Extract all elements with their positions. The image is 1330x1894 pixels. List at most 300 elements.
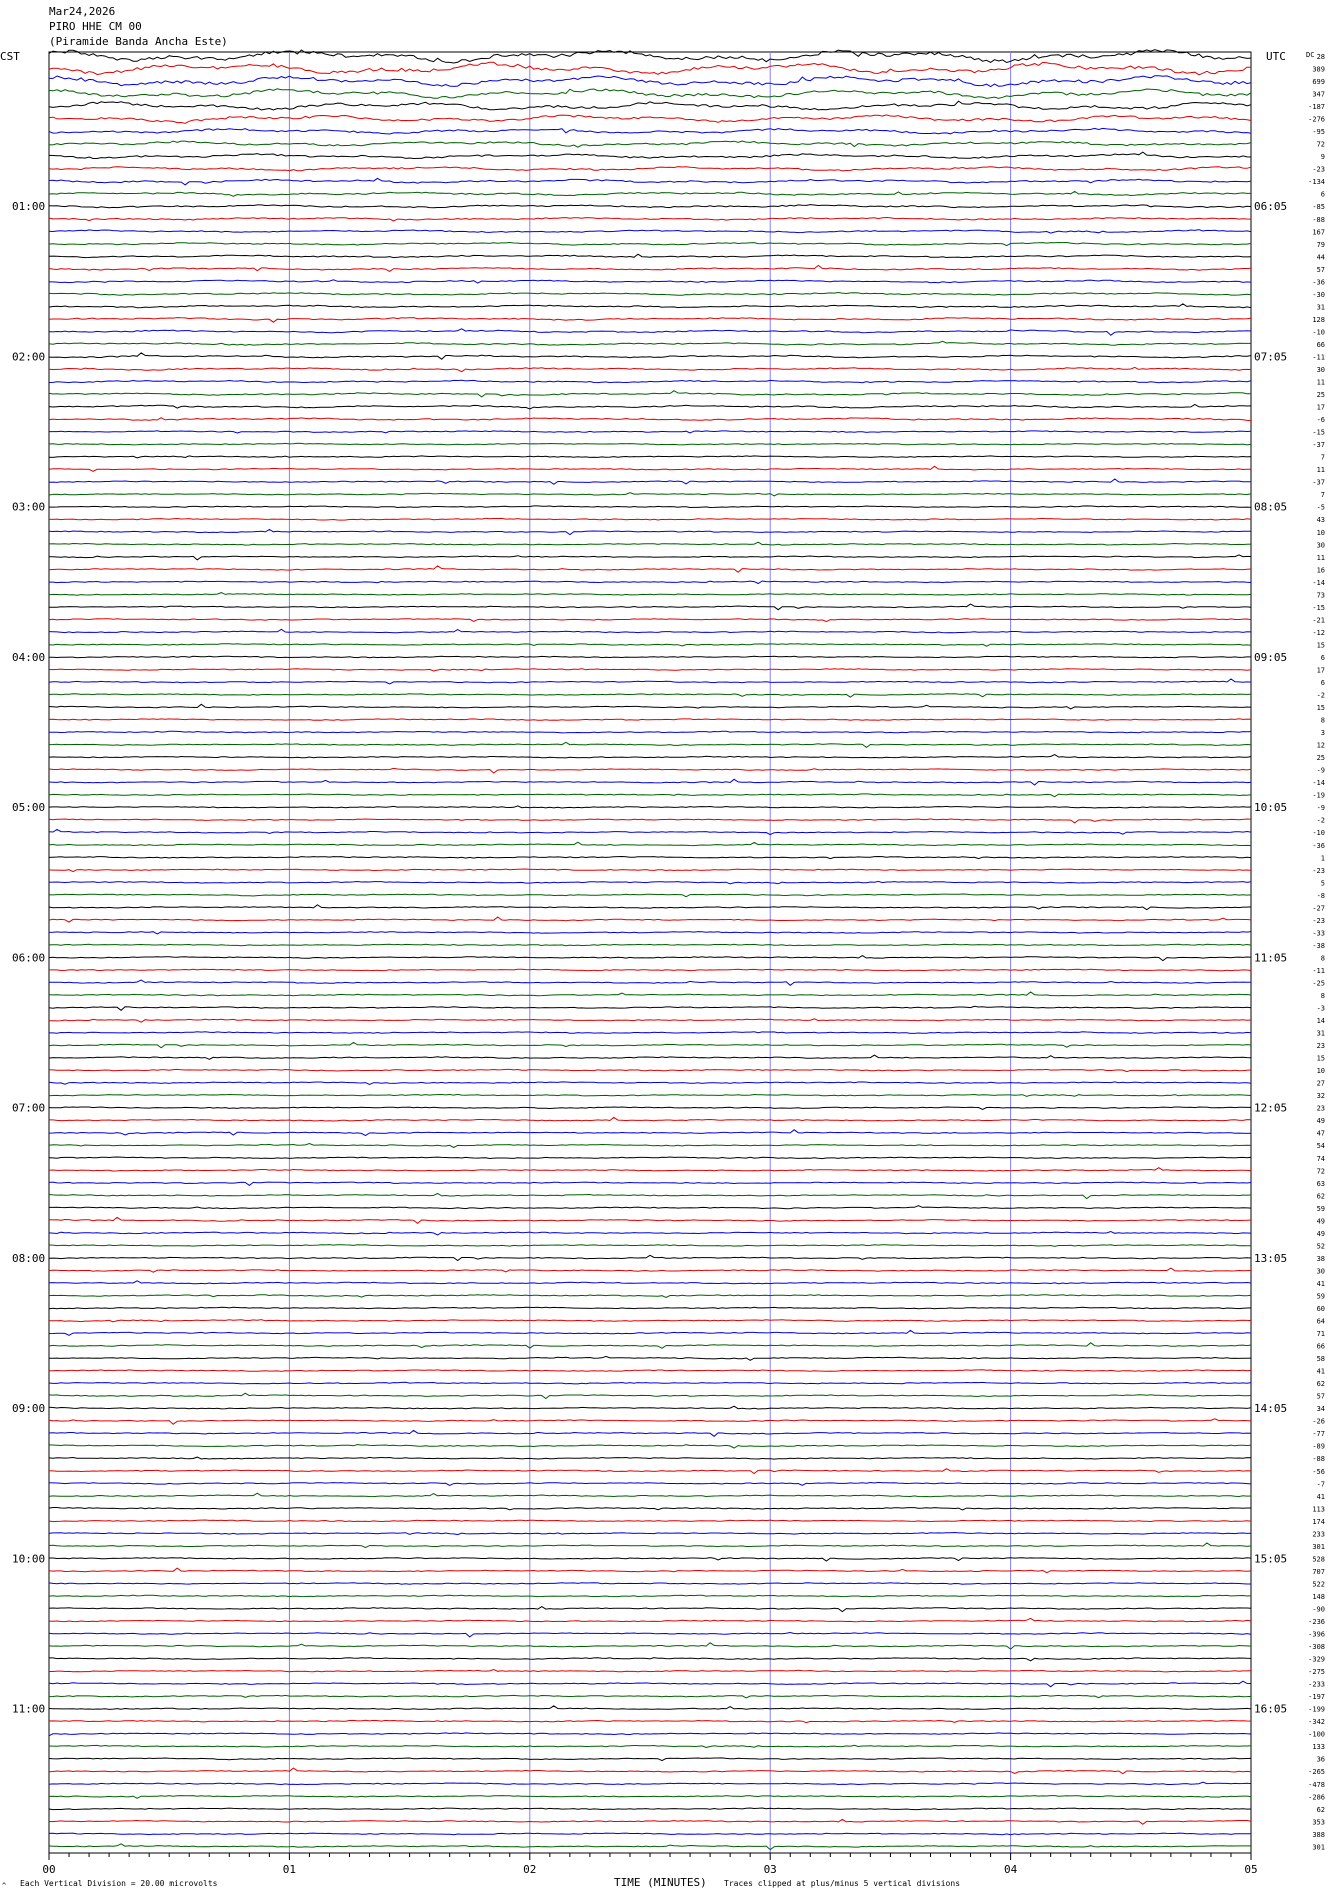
record-date: Mar24,2026 bbox=[49, 5, 116, 18]
trace-row bbox=[49, 555, 1251, 560]
plot-frame bbox=[49, 52, 1251, 1853]
trace-row bbox=[49, 141, 1251, 147]
trace-row bbox=[49, 1670, 1251, 1672]
trace-row bbox=[49, 819, 1251, 823]
dc-offset-value: -90 bbox=[1312, 1605, 1325, 1614]
hour-label-left: 04:00 bbox=[12, 650, 46, 664]
dc-offset-value: -197 bbox=[1308, 1693, 1325, 1702]
trace-row bbox=[49, 1117, 1251, 1121]
trace-row bbox=[49, 956, 1251, 961]
trace-row bbox=[49, 731, 1251, 733]
trace-row bbox=[49, 1194, 1251, 1199]
trace-row bbox=[49, 1568, 1251, 1573]
hour-label-left: 07:00 bbox=[12, 1101, 46, 1115]
dc-offset-value: 62 bbox=[1316, 1380, 1325, 1389]
dc-offset-value: 17 bbox=[1316, 666, 1325, 675]
trace-row bbox=[49, 969, 1251, 971]
dc-offset-value: 49 bbox=[1316, 1217, 1325, 1226]
trace-row bbox=[49, 1182, 1251, 1185]
dc-offset-value: 522 bbox=[1312, 1580, 1325, 1589]
trace-row bbox=[49, 243, 1251, 246]
dc-offset-value: 41 bbox=[1316, 1279, 1325, 1288]
dc-offset-value: -396 bbox=[1308, 1630, 1325, 1639]
dc-offset-value: -187 bbox=[1308, 103, 1325, 112]
trace-row bbox=[49, 1457, 1251, 1459]
trace-row bbox=[49, 1343, 1251, 1349]
trace-row bbox=[49, 1356, 1251, 1360]
trace-row bbox=[49, 1168, 1251, 1171]
dc-offset-value: -2 bbox=[1316, 691, 1325, 700]
trace-row bbox=[49, 89, 1251, 99]
trace-row bbox=[49, 593, 1251, 596]
dc-offset-value: 57 bbox=[1316, 265, 1325, 274]
dc-offset-value: 8 bbox=[1320, 716, 1325, 725]
dc-offset-value: -95 bbox=[1312, 128, 1325, 137]
dc-offset-value: -37 bbox=[1312, 441, 1325, 450]
trace-row bbox=[49, 842, 1251, 845]
dc-offset-value: 54 bbox=[1316, 1142, 1325, 1151]
dc-offset-value: -23 bbox=[1312, 866, 1325, 875]
dc-offset-value: 7 bbox=[1320, 453, 1325, 462]
trace-row bbox=[49, 779, 1251, 785]
trace-row bbox=[49, 254, 1251, 257]
trace-row bbox=[49, 1043, 1251, 1048]
trace-row bbox=[49, 980, 1251, 985]
dc-offset-value: 6 bbox=[1320, 679, 1325, 687]
timezone-left-label: CST bbox=[0, 50, 20, 63]
trace-row bbox=[49, 806, 1251, 808]
dc-offset-value: -14 bbox=[1312, 779, 1325, 788]
hour-label-left: 06:00 bbox=[12, 951, 46, 965]
dc-offset-value: 11 bbox=[1316, 378, 1325, 387]
trace-row bbox=[49, 76, 1251, 87]
dc-offset-value: 49 bbox=[1316, 1229, 1325, 1238]
trace-row bbox=[49, 529, 1251, 534]
trace-row bbox=[49, 1107, 1251, 1110]
trace-row bbox=[49, 1094, 1251, 1096]
trace-row bbox=[49, 329, 1251, 335]
hour-label-left: 03:00 bbox=[12, 500, 46, 514]
trace-row bbox=[49, 704, 1251, 709]
trace-row bbox=[49, 404, 1251, 409]
dc-offset-header: DC bbox=[1306, 51, 1315, 59]
trace-row bbox=[49, 905, 1251, 910]
trace-row bbox=[49, 719, 1251, 721]
hour-label-right: 08:05 bbox=[1254, 500, 1288, 514]
dc-offset-value: 34 bbox=[1316, 1405, 1325, 1414]
dc-offset-value: 71 bbox=[1316, 1330, 1325, 1339]
dc-offset-value: 72 bbox=[1316, 140, 1325, 149]
trace-row bbox=[49, 755, 1251, 758]
hour-label-left: 09:00 bbox=[12, 1402, 46, 1416]
trace-row bbox=[49, 304, 1251, 308]
trace-row bbox=[49, 1782, 1251, 1784]
dc-offset-value: 25 bbox=[1316, 754, 1325, 763]
trace-row bbox=[49, 218, 1251, 222]
trace-row bbox=[49, 869, 1251, 872]
trace-row bbox=[49, 1430, 1251, 1436]
trace-row bbox=[49, 341, 1251, 345]
trace-row bbox=[49, 1745, 1251, 1747]
dc-offset-value: -23 bbox=[1312, 165, 1325, 174]
dc-offset-value: 167 bbox=[1312, 228, 1325, 237]
trace-row bbox=[49, 1019, 1251, 1022]
trace-row bbox=[49, 1245, 1251, 1247]
trace-row bbox=[49, 493, 1251, 496]
dc-offset-value: -15 bbox=[1312, 603, 1325, 612]
trace-row bbox=[49, 1681, 1251, 1687]
trace-row bbox=[49, 1520, 1251, 1522]
dc-offset-value: -88 bbox=[1312, 1455, 1325, 1464]
trace-row bbox=[49, 604, 1251, 610]
dc-offset-value: 6 bbox=[1320, 190, 1325, 199]
trace-row bbox=[49, 380, 1251, 383]
trace-row bbox=[49, 1493, 1251, 1497]
trace-row bbox=[49, 1382, 1251, 1384]
trace-row bbox=[49, 1006, 1251, 1010]
dc-offset-value: -36 bbox=[1312, 841, 1325, 850]
dc-offset-value: 73 bbox=[1316, 591, 1325, 600]
hour-label-left: 05:00 bbox=[12, 801, 46, 815]
trace-row bbox=[49, 1819, 1251, 1824]
trace-row bbox=[49, 1157, 1251, 1159]
dc-offset-value: 3 bbox=[1320, 729, 1325, 738]
trace-row bbox=[49, 431, 1251, 433]
dc-offset-value: -77 bbox=[1312, 1430, 1325, 1439]
dc-offset-value: 52 bbox=[1316, 1242, 1325, 1251]
trace-row bbox=[49, 518, 1251, 520]
trace-row bbox=[49, 694, 1251, 697]
trace-row bbox=[49, 479, 1251, 484]
dc-offset-value: 31 bbox=[1316, 303, 1325, 312]
dc-offset-value: 30 bbox=[1316, 1267, 1325, 1276]
dc-offset-value: 707 bbox=[1312, 1567, 1325, 1576]
x-tick-label: 00 bbox=[42, 1863, 56, 1876]
trace-row bbox=[49, 1206, 1251, 1209]
trace-row bbox=[49, 1032, 1251, 1034]
hour-label-right: 06:05 bbox=[1254, 200, 1288, 214]
dc-offset-value: 8 bbox=[1320, 954, 1325, 963]
hour-label-right: 07:05 bbox=[1254, 350, 1288, 364]
dc-offset-value: 31 bbox=[1316, 1029, 1325, 1038]
trace-row bbox=[49, 1295, 1251, 1298]
dc-offset-value: -3 bbox=[1316, 1004, 1325, 1013]
trace-row bbox=[49, 742, 1251, 747]
dc-offset-value: 64 bbox=[1316, 1317, 1325, 1326]
dc-offset-value: -21 bbox=[1312, 616, 1325, 625]
dc-offset-value: -286 bbox=[1308, 1793, 1325, 1802]
trace-row bbox=[49, 1758, 1251, 1761]
dc-offset-value: 6 bbox=[1320, 653, 1325, 662]
trace-row bbox=[49, 1833, 1251, 1835]
trace-row bbox=[49, 1307, 1251, 1309]
dc-offset-value: 66 bbox=[1316, 340, 1325, 349]
trace-row bbox=[49, 644, 1251, 647]
dc-offset-value: 28 bbox=[1316, 53, 1325, 61]
dc-offset-value: -11 bbox=[1312, 966, 1325, 975]
trace-row bbox=[49, 1643, 1251, 1649]
minute-gridlines bbox=[289, 52, 1010, 1853]
hour-label-left: 01:00 bbox=[12, 200, 46, 214]
dc-offset-value: 1 bbox=[1320, 854, 1325, 863]
dc-offset-value: 16 bbox=[1316, 566, 1325, 575]
trace-row bbox=[49, 768, 1251, 773]
dc-offset-value: -11 bbox=[1312, 353, 1325, 362]
dc-offset-value: -56 bbox=[1312, 1467, 1325, 1476]
hour-label-right: 13:05 bbox=[1254, 1251, 1288, 1265]
dc-offset-value: -15 bbox=[1312, 428, 1325, 437]
dc-offset-value: -9 bbox=[1316, 766, 1325, 775]
dc-offset-value: -5 bbox=[1316, 503, 1325, 512]
dc-offset-value: 47 bbox=[1316, 1129, 1325, 1138]
dc-offset-value: 30 bbox=[1316, 541, 1325, 550]
dc-offset-value: 44 bbox=[1316, 253, 1325, 262]
dc-offset-value: 59 bbox=[1316, 1204, 1325, 1213]
station-description: (Piramide Banda Ancha Este) bbox=[49, 35, 228, 48]
trace-row bbox=[49, 1069, 1251, 1071]
x-axis-title: TIME (MINUTES) bbox=[614, 1876, 707, 1889]
dc-offset-value: -25 bbox=[1312, 979, 1325, 988]
dc-offset-value: 528 bbox=[1312, 1555, 1325, 1564]
trace-row bbox=[49, 1695, 1251, 1698]
dc-offset-value: 17 bbox=[1316, 403, 1325, 412]
dc-offset-value: -10 bbox=[1312, 328, 1325, 337]
dc-offset-value: -478 bbox=[1308, 1780, 1325, 1789]
x-tick-label: 02 bbox=[523, 1863, 537, 1876]
timezone-right-label: UTC bbox=[1266, 50, 1286, 63]
dc-offset-value: -7 bbox=[1316, 1480, 1325, 1489]
trace-row bbox=[49, 1618, 1251, 1621]
dc-offset-value: 113 bbox=[1312, 1505, 1325, 1514]
dc-offset-value: -27 bbox=[1312, 904, 1325, 913]
x-axis-ticks bbox=[49, 1853, 1251, 1860]
dc-offset-value: 41 bbox=[1316, 1492, 1325, 1501]
dc-offset-value: 15 bbox=[1316, 1054, 1325, 1063]
dc-offset-value: 14 bbox=[1316, 1017, 1325, 1026]
dc-offset-value: 174 bbox=[1312, 1517, 1325, 1526]
dc-offset-value: 62 bbox=[1316, 1192, 1325, 1201]
dc-offset-value: -308 bbox=[1308, 1643, 1325, 1652]
hour-label-right: 09:05 bbox=[1254, 650, 1288, 664]
x-axis-tick-labels bbox=[42, 1863, 1257, 1876]
dc-offset-value: 58 bbox=[1316, 1355, 1325, 1364]
hour-label-right: 16:05 bbox=[1254, 1702, 1288, 1716]
hour-label-right: 14:05 bbox=[1254, 1402, 1288, 1416]
trace-row bbox=[49, 1445, 1251, 1449]
trace-row bbox=[49, 1370, 1251, 1372]
hour-labels-left bbox=[12, 200, 45, 1715]
trace-row bbox=[49, 1595, 1251, 1597]
hour-label-right: 12:05 bbox=[1254, 1101, 1288, 1115]
dc-offset-value: -14 bbox=[1312, 578, 1325, 587]
dc-offset-value: -88 bbox=[1312, 215, 1325, 224]
dc-offset-value: 699 bbox=[1312, 78, 1325, 87]
dc-offset-value: -275 bbox=[1308, 1668, 1325, 1677]
x-tick-label: 04 bbox=[1003, 1863, 1018, 1876]
dc-offset-value: 23 bbox=[1316, 1042, 1325, 1051]
dc-offset-value: 25 bbox=[1316, 391, 1325, 400]
trace-row bbox=[49, 669, 1251, 671]
trace-row bbox=[49, 857, 1251, 859]
dc-offset-value: 148 bbox=[1312, 1592, 1325, 1601]
dc-offset-value: 60 bbox=[1316, 1305, 1325, 1313]
hour-label-right: 15:05 bbox=[1254, 1552, 1288, 1566]
dc-offset-value: -199 bbox=[1308, 1705, 1325, 1714]
trace-row bbox=[49, 353, 1251, 359]
trace-row bbox=[49, 944, 1251, 946]
trace-row bbox=[49, 1583, 1251, 1585]
dc-offset-value: 12 bbox=[1316, 741, 1325, 750]
trace-row bbox=[49, 192, 1251, 197]
trace-row bbox=[49, 881, 1251, 883]
dc-offset-value: 347 bbox=[1312, 90, 1325, 99]
trace-row bbox=[49, 1796, 1251, 1799]
dc-offset-value: -85 bbox=[1312, 203, 1325, 212]
trace-row bbox=[49, 506, 1251, 508]
dc-offset-value: -10 bbox=[1312, 829, 1325, 838]
trace-row bbox=[49, 205, 1251, 208]
trace-row bbox=[49, 1733, 1251, 1736]
dc-offset-value: 10 bbox=[1316, 528, 1325, 537]
dc-offset-value: 27 bbox=[1316, 1079, 1325, 1088]
trace-row bbox=[49, 619, 1251, 622]
logo-mark-icon: ^ bbox=[2, 1882, 7, 1890]
dc-offset-value: 233 bbox=[1312, 1530, 1325, 1539]
trace-row bbox=[49, 367, 1251, 371]
dc-offset-value: 353 bbox=[1312, 1818, 1325, 1827]
dc-offset-value: -9 bbox=[1316, 804, 1325, 813]
trace-row bbox=[49, 128, 1251, 134]
dc-offset-value: 301 bbox=[1312, 1843, 1325, 1852]
dc-offset-value: 15 bbox=[1316, 704, 1325, 713]
trace-row bbox=[49, 167, 1251, 171]
dc-offset-value: 41 bbox=[1316, 1367, 1325, 1376]
trace-row bbox=[49, 418, 1251, 421]
dc-offset-value: -37 bbox=[1312, 478, 1325, 487]
hour-label-left: 10:00 bbox=[12, 1552, 46, 1566]
hour-label-right: 11:05 bbox=[1254, 951, 1288, 965]
trace-row bbox=[49, 829, 1251, 834]
hour-labels-right bbox=[1254, 200, 1287, 1715]
dc-offset-value: 63 bbox=[1316, 1179, 1325, 1188]
dc-offset-value: -342 bbox=[1308, 1718, 1325, 1727]
trace-row bbox=[49, 1330, 1251, 1335]
trace-row bbox=[49, 992, 1251, 996]
hour-label-left: 11:00 bbox=[12, 1702, 46, 1716]
dc-offset-value: 389 bbox=[1312, 65, 1325, 74]
trace-row bbox=[49, 1482, 1251, 1485]
trace-row bbox=[49, 318, 1251, 323]
trace-row bbox=[49, 1217, 1251, 1223]
trace-row bbox=[49, 1543, 1251, 1548]
dc-offset-value: 66 bbox=[1316, 1342, 1325, 1351]
dc-offset-value: -236 bbox=[1308, 1618, 1325, 1626]
x-tick-label: 01 bbox=[282, 1863, 297, 1876]
trace-row bbox=[49, 62, 1251, 75]
trace-row bbox=[49, 894, 1251, 897]
x-tick-label: 05 bbox=[1244, 1863, 1258, 1876]
dc-offset-value: 74 bbox=[1316, 1154, 1325, 1163]
trace-row bbox=[49, 391, 1251, 397]
dc-offset-value: 11 bbox=[1316, 553, 1325, 562]
trace-row bbox=[49, 1130, 1251, 1136]
dc-offset-value: -100 bbox=[1308, 1730, 1325, 1739]
dc-offset-value: -233 bbox=[1308, 1680, 1325, 1689]
trace-row bbox=[49, 152, 1251, 158]
dc-offset-value: -33 bbox=[1312, 929, 1325, 938]
scale-note: Each Vertical Division = 20.00 microvolts bbox=[20, 1879, 218, 1888]
dc-offset-value: -329 bbox=[1308, 1655, 1325, 1664]
dc-offset-value: 8 bbox=[1320, 992, 1325, 1000]
trace-row bbox=[49, 1720, 1251, 1722]
dc-offset-value: -26 bbox=[1312, 1417, 1325, 1426]
trace-row bbox=[49, 679, 1251, 684]
dc-offset-value: -89 bbox=[1312, 1442, 1325, 1451]
dc-offset-value: 23 bbox=[1316, 1104, 1325, 1113]
trace-row bbox=[49, 542, 1251, 545]
trace-row bbox=[49, 1144, 1251, 1148]
dc-offset-value: 15 bbox=[1316, 641, 1325, 650]
dc-offset-value: 32 bbox=[1316, 1092, 1325, 1101]
trace-row bbox=[49, 1281, 1251, 1284]
dc-offset-value: 133 bbox=[1312, 1743, 1325, 1752]
dc-offset-value: -276 bbox=[1308, 115, 1325, 124]
trace-row bbox=[49, 917, 1251, 922]
dc-offset-value: 11 bbox=[1316, 466, 1325, 475]
trace-row bbox=[49, 466, 1251, 471]
trace-row bbox=[49, 1406, 1251, 1409]
dc-offset-value: -265 bbox=[1308, 1768, 1325, 1777]
dc-offset-value: -19 bbox=[1312, 791, 1325, 800]
trace-row bbox=[49, 456, 1251, 458]
trace-row bbox=[49, 1268, 1251, 1272]
trace-row bbox=[49, 230, 1251, 234]
dc-offset-value: -6 bbox=[1316, 416, 1325, 425]
trace-row bbox=[49, 1658, 1251, 1661]
trace-row bbox=[49, 629, 1251, 633]
trace-row bbox=[49, 1607, 1251, 1612]
dc-offset-value: 72 bbox=[1316, 1167, 1325, 1176]
dc-offset-value: 79 bbox=[1316, 240, 1325, 249]
dc-offset-value: 128 bbox=[1312, 315, 1325, 324]
trace-row bbox=[49, 1469, 1251, 1474]
dc-offset-labels bbox=[1308, 53, 1325, 1851]
trace-row bbox=[49, 1844, 1251, 1850]
trace-row bbox=[49, 1633, 1251, 1637]
dc-offset-value: 301 bbox=[1312, 1542, 1325, 1551]
dc-offset-value: 9 bbox=[1320, 153, 1325, 162]
trace-row bbox=[49, 1082, 1251, 1085]
x-tick-label: 03 bbox=[763, 1863, 777, 1876]
trace-row bbox=[49, 1768, 1251, 1774]
dc-offset-value: -38 bbox=[1312, 941, 1325, 950]
trace-row bbox=[49, 178, 1251, 185]
dc-offset-value: 36 bbox=[1316, 1755, 1325, 1764]
trace-row bbox=[49, 1508, 1251, 1511]
trace-row bbox=[49, 1393, 1251, 1398]
hour-label-left: 02:00 bbox=[12, 350, 46, 364]
dc-offset-value: -23 bbox=[1312, 916, 1325, 925]
dc-offset-value: -8 bbox=[1316, 891, 1325, 900]
trace-row bbox=[49, 1558, 1251, 1561]
trace-row bbox=[49, 265, 1251, 271]
trace-row bbox=[49, 932, 1251, 934]
trace-row bbox=[49, 1232, 1251, 1235]
dc-offset-value: -36 bbox=[1312, 278, 1325, 287]
trace-row bbox=[49, 581, 1251, 584]
dc-offset-value: 49 bbox=[1316, 1117, 1325, 1126]
trace-row bbox=[49, 1808, 1251, 1810]
